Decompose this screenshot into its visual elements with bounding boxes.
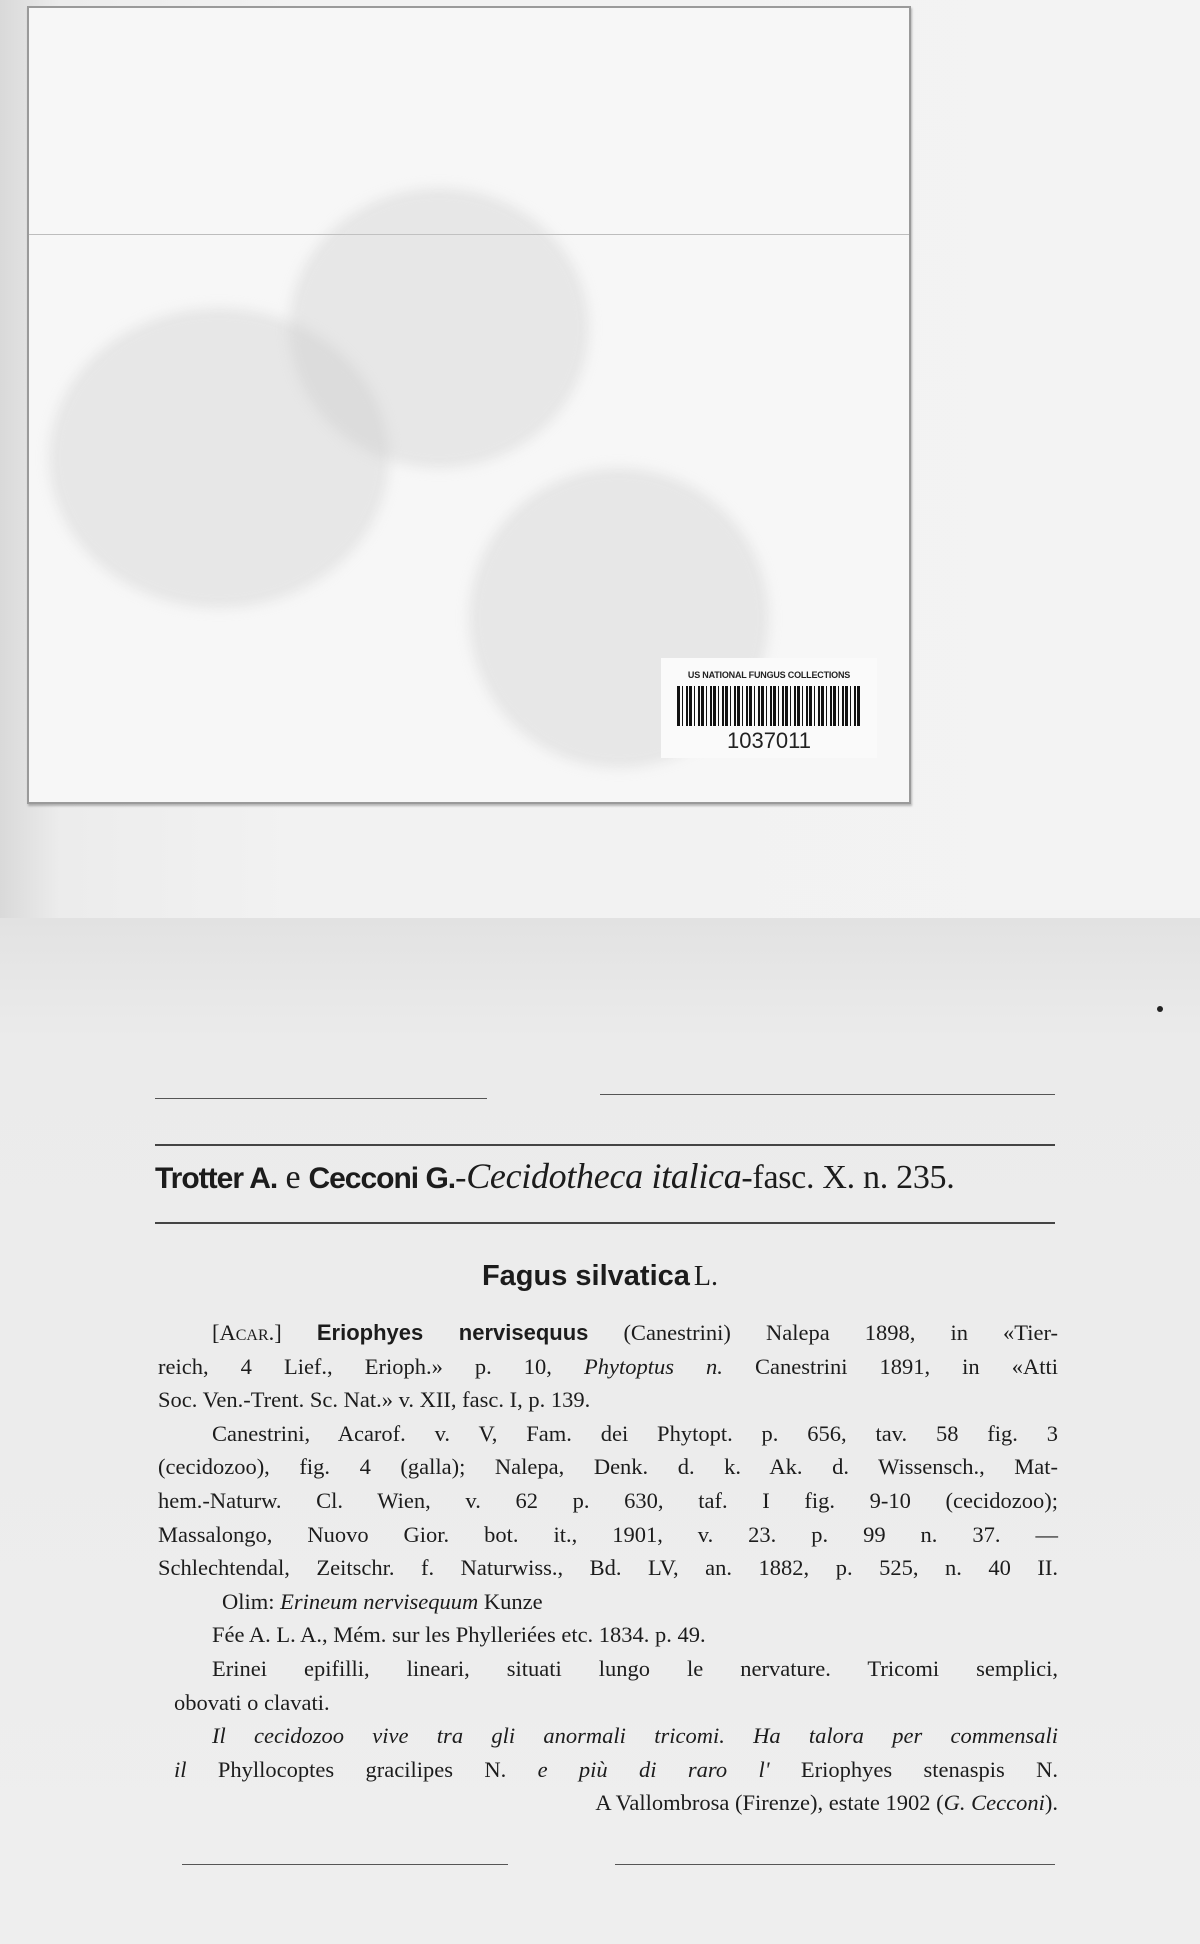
body-line: Olim: Erineum nervisequum Kunze xyxy=(222,1588,543,1614)
species-name: Eriophyes nervisequus xyxy=(316,1320,589,1345)
header-conjunction: e xyxy=(285,1159,301,1196)
barcode-number: 1037011 xyxy=(726,728,811,753)
barcode-label xyxy=(661,658,877,758)
label-header xyxy=(155,1155,1055,1197)
body-line: Canestrini, Acarof. v. V, Fam. dei Phytopt. p. 656, tav. 58 fig. 3 xyxy=(212,1420,1058,1446)
body-line: hem.-Naturw. Cl. Wien, v. 62 p. 630, taf. I fig. 9-10 (cecidozoo); xyxy=(158,1487,1058,1513)
bottom-rule-left xyxy=(182,1864,508,1865)
body-line: Soc. Ven.-Trent. Sc. Nat.» v. XII, fasc. I, p. 139. xyxy=(158,1387,591,1413)
speck xyxy=(1157,1006,1163,1012)
header-rule-bottom xyxy=(155,1222,1055,1224)
body-line: Il cecidozoo vive tra gli anormali tricomi. Ha talora per commensali xyxy=(212,1723,1058,1749)
barcode-caption: US NATIONAL FUNGUS COLLECTIONS xyxy=(687,670,851,680)
collector-name: G. Cecconi xyxy=(943,1790,1045,1816)
bottom-rule-right xyxy=(615,1864,1055,1865)
header-fascicle: -fasc. X. n. 235. xyxy=(741,1159,955,1196)
body-line: (cecidozoo), fig. 4 (galla); Nalepa, Denk. d. k. Ak. d. Wissensch., Mat- xyxy=(158,1454,1058,1480)
body-line: il Phyllocoptes gracilipes N. e più di raro l' Eriophyes stenaspis N. xyxy=(174,1756,1058,1782)
body-line: Erinei epifilli, lineari, situati lungo le nervature. Tricomi semplici, xyxy=(212,1655,1058,1681)
header-separator: - xyxy=(455,1159,467,1196)
body-line: reich, 4 Lief., Erioph.» p. 10, Phytoptus n. Canestrini 1891, in «Atti xyxy=(158,1353,1058,1379)
body-line: Fée A. L. A., Mém. sur les Phylleriées etc. 1834. p. 49. xyxy=(212,1622,706,1648)
header-series: Cecidotheca italica xyxy=(466,1156,742,1196)
host-plant xyxy=(0,1260,1200,1293)
body-line: A Vallombrosa (Firenze), estate 1902 (G. Cecconi). xyxy=(595,1790,1058,1816)
body-line: obovati o clavati. xyxy=(174,1689,330,1715)
header-rule-top xyxy=(155,1144,1055,1146)
body-line: Schlechtendal, Zeitschr. f. Naturwiss., Bd. LV, an. 1882, p. 525, n. 40 II. xyxy=(158,1555,1058,1581)
body-line: Massalongo, Nuovo Gior. bot. it., 1901, v. 23. p. 99 n. 37. — xyxy=(158,1521,1058,1547)
header-author-1: Trotter A. xyxy=(155,1162,278,1195)
host-author: L. xyxy=(693,1261,719,1292)
label-body xyxy=(158,1316,1058,1820)
leaf-stain xyxy=(289,188,589,468)
top-rule-right xyxy=(600,1094,1055,1095)
specimen-envelope xyxy=(27,6,911,804)
barcode xyxy=(677,686,861,726)
header-author-2: Cecconi G. xyxy=(308,1162,456,1195)
body-line: [Acar.] Eriophyes nervisequus (Canestrini) Nalepa 1898, in «Tier- xyxy=(212,1320,1058,1345)
top-rule-left xyxy=(155,1098,487,1099)
host-name: Fagus silvatica xyxy=(481,1260,690,1292)
